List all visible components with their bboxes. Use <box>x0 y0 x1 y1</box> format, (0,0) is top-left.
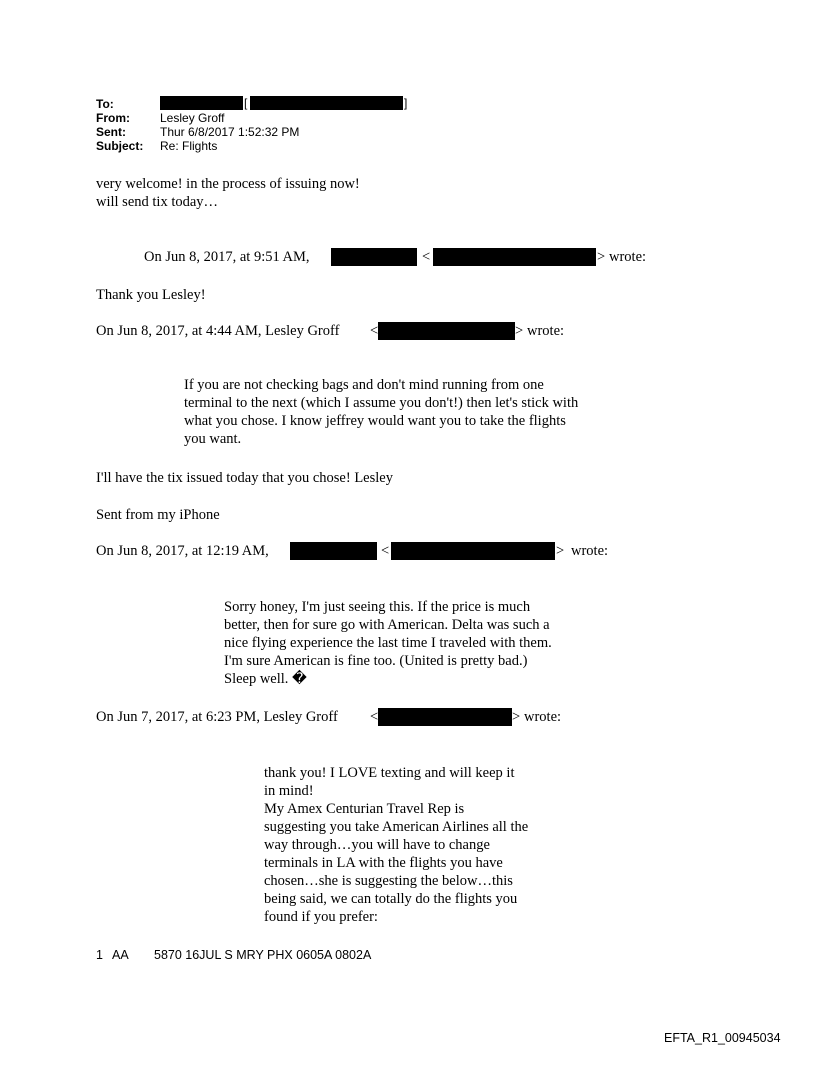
quote-line: suggesting you take American Airlines all the <box>264 819 529 835</box>
redaction-block <box>250 96 403 110</box>
angle-close: > <box>556 543 565 559</box>
quote-line: way through…you will have to change <box>264 837 490 853</box>
angle-open: < <box>381 543 390 559</box>
quote-wrote: wrote: <box>609 249 647 265</box>
itinerary-num: 1 <box>96 948 103 962</box>
quote-line: chosen…she is suggesting the below…this <box>264 873 513 889</box>
quote-body <box>264 764 528 926</box>
signature-line: Sent from my iPhone <box>96 507 220 523</box>
to-label: To: <box>96 97 114 111</box>
sent-value: Thur 6/8/2017 1:52:32 PM <box>160 125 300 139</box>
itinerary-airline: AA <box>112 948 129 962</box>
message-body <box>96 175 360 211</box>
quote-body <box>224 598 552 688</box>
subject-label: Subject: <box>96 139 144 153</box>
redaction-block <box>378 322 515 340</box>
quote-line: My Amex Centurian Travel Rep is <box>264 801 465 817</box>
redaction-block <box>433 248 596 266</box>
from-value: Lesley Groff <box>160 111 225 125</box>
quote-attribution: On Jun 7, 2017, at 6:23 PM, Lesley Groff <box>96 709 338 725</box>
quote-line: in mind! <box>264 783 314 799</box>
subject-value: Re: Flights <box>160 139 218 153</box>
quote-line: found if you prefer: <box>264 909 378 925</box>
quote-line: terminal to the next (which I assume you don't!) then let's stick with <box>184 395 579 411</box>
quote-attribution: On Jun 8, 2017, at 9:51 AM, <box>144 249 310 265</box>
quote-line: what you chose. I know jeffrey would want you to take the flights <box>184 413 566 429</box>
redaction-block <box>378 708 512 726</box>
quote-wrote: wrote: <box>524 709 562 725</box>
quote-attribution: On Jun 8, 2017, at 4:44 AM, Lesley Groff <box>96 323 340 339</box>
quote-line: terminals in LA with the flights you have <box>264 855 503 871</box>
quote-line: you want. <box>184 431 242 447</box>
close-bracket: ] <box>404 96 408 110</box>
from-label: From: <box>96 111 130 125</box>
quote-line: better, then for sure go with American. Delta was such a <box>224 617 550 633</box>
angle-close: > <box>512 709 521 725</box>
message-line: very welcome! in the process of issuing now! <box>96 176 360 192</box>
quote-line: nice flying experience the last time I traveled with them. <box>224 635 552 651</box>
quote-line: If you are not checking bags and don't mind running from one <box>184 377 544 393</box>
angle-open: < <box>422 249 431 265</box>
redaction-block <box>160 96 243 110</box>
angle-close: > <box>597 249 606 265</box>
quote-line: being said, we can totally do the flights you <box>264 891 518 907</box>
angle-close: > <box>515 323 524 339</box>
quote-line: thank you! I LOVE texting and will keep it <box>264 765 515 781</box>
quote-line: Sleep well. � <box>224 671 307 687</box>
redaction-block <box>391 542 555 560</box>
itinerary-details: 5870 16JUL S MRY PHX 0605A 0802A <box>154 948 372 962</box>
angle-open: < <box>370 323 379 339</box>
redaction-block <box>331 248 417 266</box>
quote-line: I'm sure American is fine too. (United is pretty bad.) <box>224 653 528 669</box>
quote-wrote: wrote: <box>571 543 609 559</box>
message-line: will send tix today… <box>96 194 219 210</box>
angle-open: < <box>370 709 379 725</box>
quote-body <box>184 376 578 448</box>
document-id: EFTA_R1_00945034 <box>664 1031 781 1045</box>
quote-wrote: wrote: <box>527 323 565 339</box>
quote-line: Sorry honey, I'm just seeing this. If the price is much <box>224 599 531 615</box>
sent-label: Sent: <box>96 125 126 139</box>
open-bracket: [ <box>244 96 248 110</box>
message-line: I'll have the tix issued today that you chose! Lesley <box>96 470 393 486</box>
quote-body: Thank you Lesley! <box>96 287 206 303</box>
redaction-block <box>290 542 377 560</box>
quote-attribution: On Jun 8, 2017, at 12:19 AM, <box>96 543 269 559</box>
